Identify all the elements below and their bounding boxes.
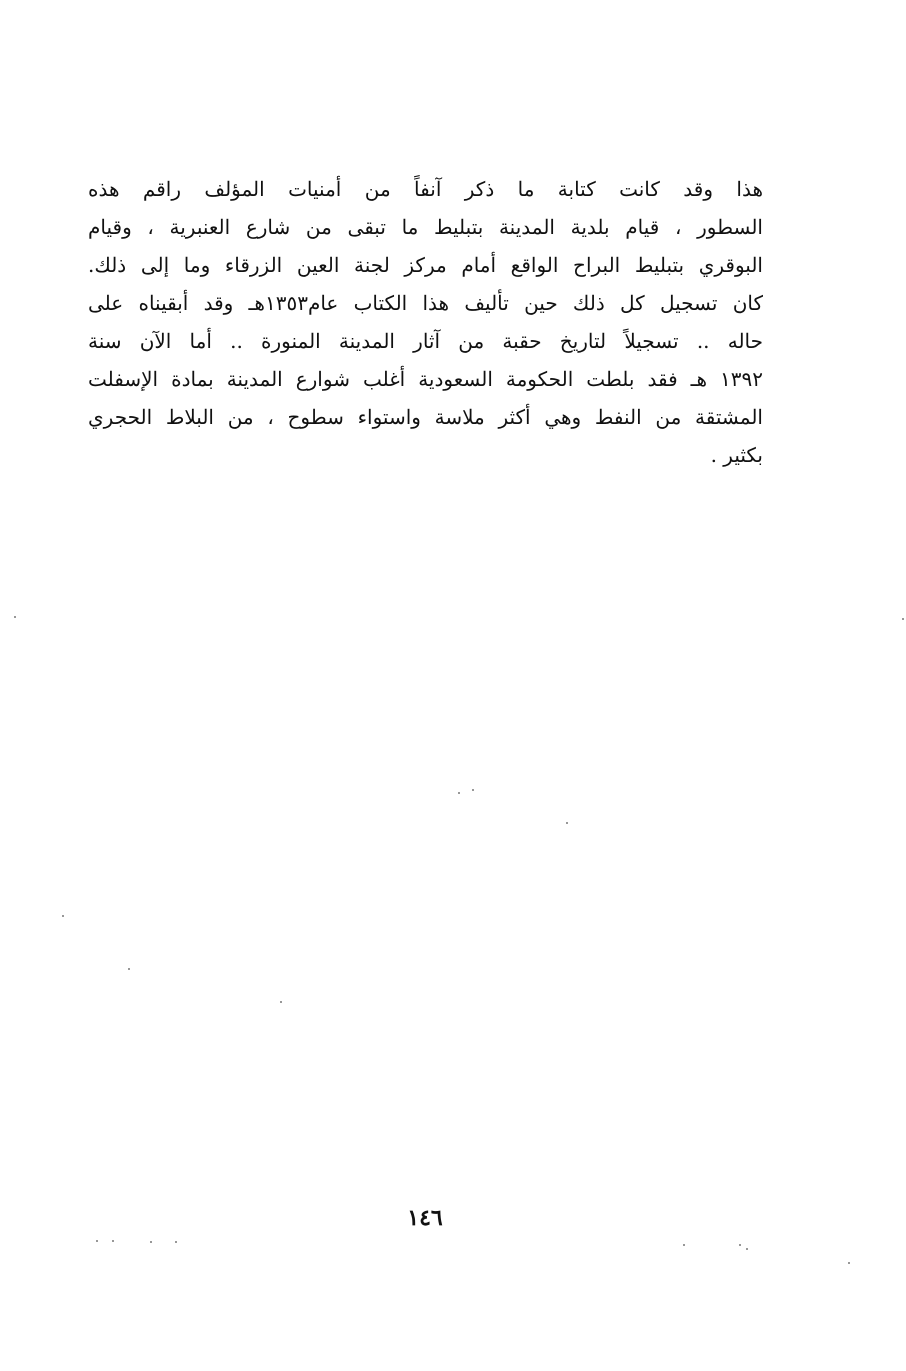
scan-speck [683,1244,685,1246]
scan-speck [96,1240,98,1242]
text-line-3: البوقري بتبليط البراح الواقع أمام مركز لجنة العين الزرقاء وما إلى ذلك. [88,253,763,277]
scan-speck [458,792,460,794]
scan-speck [739,1244,741,1246]
text-line-7: المشتقة من النفط وهي أكثر ملاسة واستواء سطوح ، من البلاط الحجري [88,405,763,429]
scan-speck [112,1240,114,1242]
scan-speck [902,618,904,620]
scan-speck [848,1262,850,1264]
scan-speck [746,1248,748,1250]
scan-speck [566,822,568,824]
scan-speck [150,1241,152,1243]
scan-speck [14,616,16,618]
text-line-8: بكثير . [710,443,763,467]
scan-speck [128,968,130,970]
page-number: ١٤٦ [407,1205,443,1231]
scan-speck [62,915,64,917]
text-line-6: ١٣٩٢ هـ فقد بلطت الحكومة السعودية أغلب شوارع المدينة بمادة الإسفلت [88,367,763,391]
scan-speck [280,1001,282,1003]
body-paragraph [88,170,763,474]
scan-speck [175,1241,177,1243]
scan-speck [472,789,474,791]
text-line-5: حاله .. تسجيلاً لتاريخ حقبة من آثار المدينة المنورة .. أما الآن سنة [88,329,763,353]
text-line-4: كان تسجيل كل ذلك حين تأليف هذا الكتاب عام١٣٥٣هـ وقد أبقيناه على [88,291,763,315]
text-line-1: هذا وقد كانت كتابة ما ذكر آنفاً من أمنيات المؤلف راقم هذه [88,177,763,201]
text-line-2: السطور ، قيام بلدية المدينة بتبليط ما تبقى من شارع العنبرية ، وقيام [88,215,763,239]
